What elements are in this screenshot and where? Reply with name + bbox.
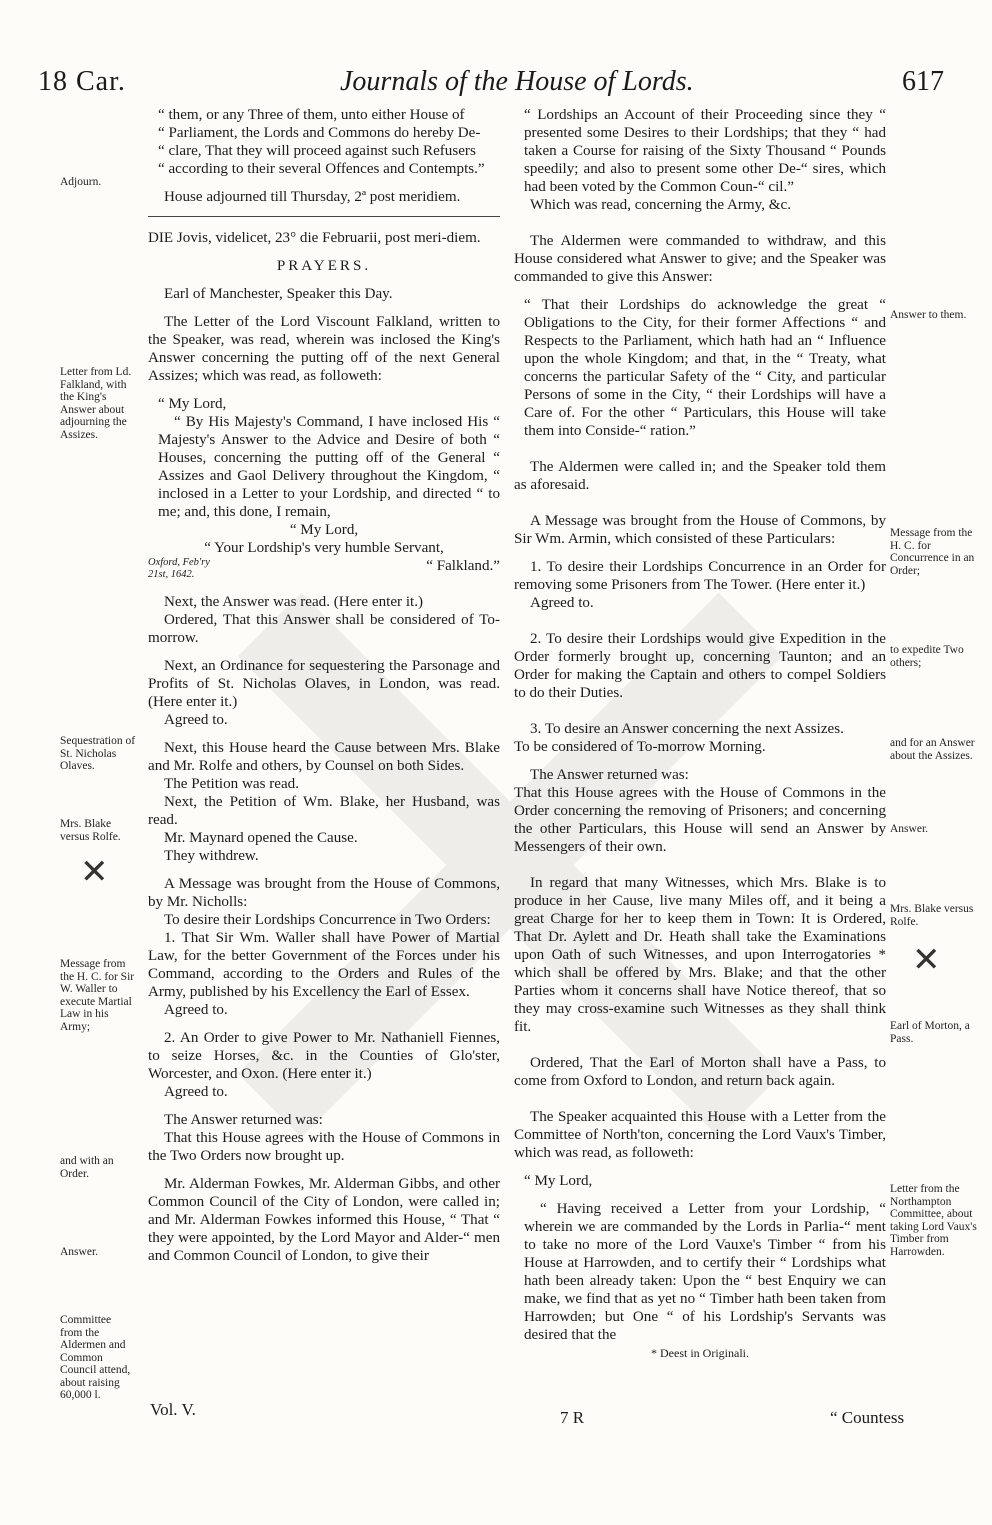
paragraph: The Answer returned was: bbox=[530, 767, 689, 783]
margin-note: Adjourn. bbox=[60, 176, 102, 188]
paragraph: “ according to their several Offences and Contempts.” bbox=[158, 161, 485, 177]
paragraph: A Message was brought from the House of Commons, by Sir Wm. Armin, which consisted of these Particulars: bbox=[514, 513, 886, 547]
margin-note: Sequestration of St. Nicholas Olaves. bbox=[60, 735, 136, 772]
prayers-heading: PRAYERS. bbox=[276, 258, 372, 274]
cross-mark-icon: ✕ bbox=[80, 854, 109, 891]
margin-note: and with an Order. bbox=[60, 1155, 114, 1180]
letter-place-date: Oxford, Feb'ry 21st, 1642. bbox=[148, 557, 210, 580]
letter-salutation: “ My Lord, bbox=[158, 396, 227, 412]
margin-note: Answer. bbox=[890, 823, 929, 835]
paragraph: The Letter of the Lord Viscount Falkland, written to the Speaker, was read, wherein was inclosed the King's Answer concerning the putting off of the next General Assizes; which was read, as followeth: bbox=[148, 314, 500, 384]
paragraph: Ordered, That the Earl of Morton shall have a Pass, to come from Oxford to London, and return back again. bbox=[514, 1055, 886, 1089]
paragraph: 1. That Sir Wm. Waller shall have Power of Martial Law, for the better Government of the Forces under his Command, according to the Orders and Rules of the Army, published by his Excellency the Earl of Essex. bbox=[148, 930, 500, 1000]
paragraph: In regard that many Witnesses, which Mrs. Blake is to produce in her Cause, live many Miles off, and it being a great Charge for her to keep them in Town: It is Ordered, That Dr. Aylett and Dr. Heath shall take the Examinations upon Oath of such Witnesses, and upon Interrogatories * which shall be offered by Mrs. Blake; and that the other Parties whom it concerns shall have Notice thereof, that so they may cross-examine such Witnesses as they shall think fit. bbox=[514, 875, 886, 1035]
signature-mark: 7 R bbox=[560, 1408, 585, 1427]
paragraph: To desire their Lordships Concurrence in Two Orders: bbox=[164, 912, 491, 928]
margin-note: Letter from the Northampton Committee, about taking Lord Vaux's Timber from Harrowden. bbox=[890, 1183, 977, 1258]
paragraph: Agreed to. bbox=[164, 1084, 228, 1100]
margin-note: Answer. bbox=[60, 1246, 99, 1258]
letter-closing: “ My Lord, bbox=[289, 522, 359, 538]
paragraph: 3. To desire an Answer concerning the next Assizes. bbox=[530, 721, 844, 737]
running-header bbox=[0, 66, 992, 106]
paragraph: Ordered, That this Answer shall be considered of To-morrow. bbox=[148, 612, 500, 646]
section-rule bbox=[148, 216, 500, 217]
paragraph: 2. To desire their Lordships would give Expedition in the Order formerly brought up, concerning Taunton; and an Order for making the Captain and others to compel Soldiers to do their Duties. bbox=[514, 631, 886, 701]
paragraph: The Aldermen were called in; and the Speaker told them as aforesaid. bbox=[514, 459, 886, 493]
margin-note: Mrs. Blake versus Rolfe. bbox=[890, 903, 974, 928]
header-title: Journals of the House of Lords. bbox=[340, 66, 694, 97]
letter-salutation: “ My Lord, bbox=[524, 1173, 593, 1189]
day-heading: DIE Jovis, videlicet, 23° die Februarii, post meri-diem. bbox=[148, 230, 481, 246]
letter-signature: “ Falkland.” bbox=[426, 558, 500, 574]
paragraph: Which was read, concerning the Army, &c. bbox=[530, 197, 791, 213]
volume-label: Vol. V. bbox=[150, 1400, 196, 1419]
margin-note: Mrs. Blake versus Rolfe. bbox=[60, 818, 121, 843]
paragraph: Agreed to. bbox=[164, 712, 228, 728]
paragraph: Mr. Maynard opened the Cause. bbox=[164, 830, 358, 846]
paragraph: “ Parliament, the Lords and Commons do hereby De- bbox=[158, 125, 481, 141]
header-regnal-year: 18 Car. bbox=[38, 66, 126, 97]
catchword: “ Countess bbox=[830, 1408, 905, 1427]
paragraph: That this House agrees with the House of Commons in the Two Orders now brought up. bbox=[148, 1130, 500, 1164]
footnote: * Deest in Originali. bbox=[651, 1346, 749, 1360]
paragraph: The Speaker acquainted this House with a Letter from the Committee of North'ton, concerning the Lord Vaux's Timber, which was read, as followeth: bbox=[514, 1109, 886, 1161]
margin-note: to expedite Two others; bbox=[890, 644, 964, 669]
margin-note: Answer to them. bbox=[890, 309, 967, 321]
paragraph: Agreed to. bbox=[530, 595, 594, 611]
paragraph: Next, an Ordinance for sequestering the Parsonage and Profits of St. Nicholas Olaves, in London, was read. (Here enter it.) bbox=[148, 658, 500, 710]
paragraph: A Message was brought from the House of Commons, by Mr. Nicholls: bbox=[148, 876, 500, 910]
header-page-number: 617 bbox=[902, 66, 944, 97]
margin-note: and for an Answer about the Assizes. bbox=[890, 737, 975, 762]
margin-note: Earl of Morton, a Pass. bbox=[890, 1020, 970, 1045]
paragraph: Agreed to. bbox=[164, 1002, 228, 1018]
paragraph: “ Lordships an Account of their Proceeding since they “ presented some Desires to their Lordships; that they “ had taken a Course for raising of the Sixty Thousand “ Pounds speedily; and also to present some other De-“ sires, which had been voted by the Common Coun-“ cil.” bbox=[524, 107, 886, 195]
margin-note: Message from the H. C. for Sir W. Waller to execute Martial Law in his Army; bbox=[60, 958, 135, 1033]
margin-note: Letter from Ld. Falkland, with the King's Answer about adjourning the Assizes. bbox=[60, 366, 132, 441]
margin-note: Message from the H. C. for Concurrence in an Order; bbox=[890, 527, 975, 577]
paragraph: That this House agrees with the House of Commons in the Order concerning the removing of Prisoners; and concerning the other Particulars, this House will send an Answer by Messengers of their own. bbox=[514, 785, 886, 855]
paragraph: 1. To desire their Lordships Concurrence in an Order for removing some Prisoners from The Tower. (Here enter it.) bbox=[514, 559, 886, 593]
paragraph: Earl of Manchester, Speaker this Day. bbox=[164, 286, 393, 302]
paragraph: “ clare, That they will proceed against such Refusers bbox=[158, 143, 476, 159]
letter-closing: “ Your Lordship's very humble Servant, bbox=[204, 540, 444, 556]
left-column bbox=[148, 106, 500, 1265]
paragraph: Next, the Answer was read. (Here enter it.) bbox=[164, 594, 424, 610]
letter-body: “ By His Majesty's Command, I have inclosed His “ Majesty's Answer to the Advice and Desire of both “ Houses, concerning the putting off of the General “ Assizes and Gaol Delivery throughout the Kingdom, “ inclosed in a Letter to your Lordship, and directed “ to me; and, this done, I remain, bbox=[158, 414, 500, 520]
letter-body: “ Having received a Letter from your Lordship, “ wherein we are commanded by the Lords in Parlia-“ ment to take no more of the Lord Vauxe's Timber “ from his House at Harrowden, and to certify their “ Lordships what hath been already taken: Upon the “ best Enquiry we can make, we find that as yet no “ Timber hath been taken from Harrowden; but One “ of his Lordship's Servants was desired that the bbox=[524, 1201, 886, 1343]
paragraph: “ That their Lordships do acknowledge the great “ Obligations to the City, for their former Affections “ and Respects to the Parliament, which hath had an “ Influence upon the whole Kingdom; and that, in the “ Treaty, what concerns the particular Safety of the “ City, and particular Persons of some in the City, “ their Lordships will have a Care of. For the other “ Particulars, this House will take them into Conside-“ ration.” bbox=[524, 297, 886, 439]
paragraph: 2. An Order to give Power to Mr. Nathaniell Fiennes, to seize Horses, &c. in the Counties of Glo'ster, Worcester, and Oxon. (Here enter it.) bbox=[148, 1030, 500, 1082]
margin-note: Committee from the Aldermen and Common Council attend, about raising 60,000 l. bbox=[60, 1314, 131, 1401]
paragraph: “ them, or any Three of them, unto either House of bbox=[158, 107, 465, 123]
paragraph: House adjourned till Thursday, 2ª post meridiem. bbox=[164, 189, 461, 205]
paragraph: Mr. Alderman Fowkes, Mr. Alderman Gibbs, and other Common Council of the City of London, were called in; and Mr. Alderman Fowkes informed this House, “ That “ they were appointed, by the Lord Mayor and Alder-“ men and Common Council of London, to give their bbox=[148, 1176, 500, 1264]
paragraph: The Aldermen were commanded to withdraw, and this House considered what Answer to give; and the Speaker was commanded to give this Answer: bbox=[514, 233, 886, 285]
paragraph: Next, this House heard the Cause between Mrs. Blake and Mr. Rolfe and others, by Counsel on both Sides. bbox=[148, 740, 500, 774]
cross-mark-icon: ✕ bbox=[912, 942, 941, 979]
paragraph: They withdrew. bbox=[164, 848, 259, 864]
paragraph: Next, the Petition of Wm. Blake, her Husband, was read. bbox=[148, 794, 500, 828]
right-column bbox=[514, 106, 886, 1362]
paragraph: The Petition was read. bbox=[164, 776, 299, 792]
paragraph: The Answer returned was: bbox=[164, 1112, 323, 1128]
paragraph: To be considered of To-morrow Morning. bbox=[514, 739, 766, 755]
